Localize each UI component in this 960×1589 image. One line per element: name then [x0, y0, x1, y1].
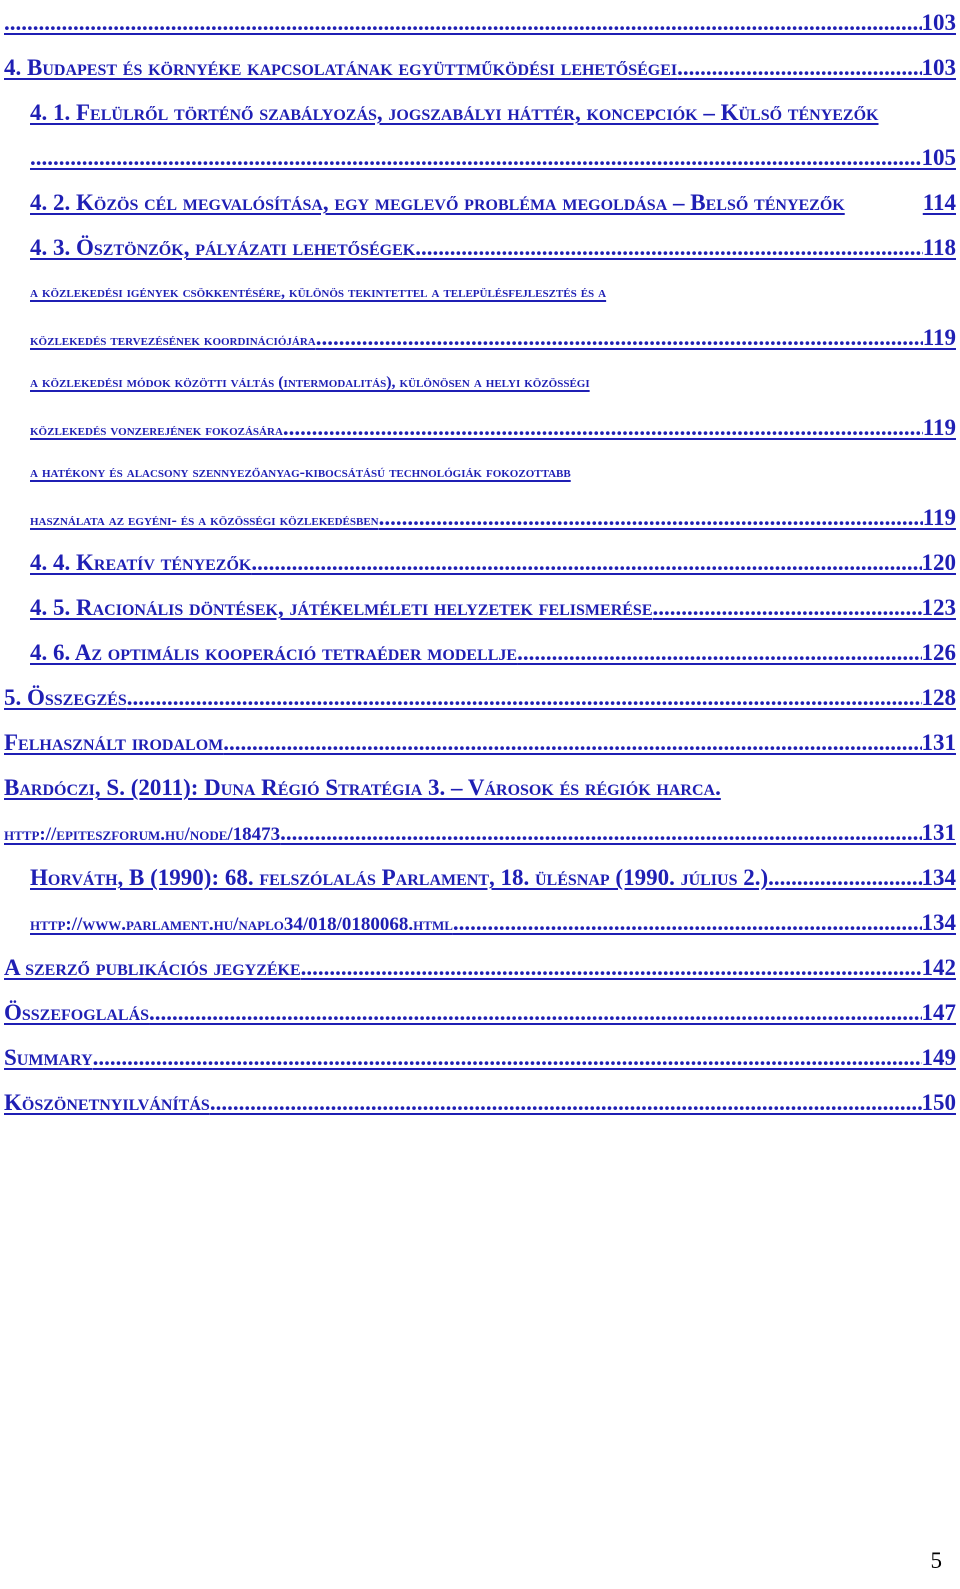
toc-entry[interactable] — [4, 180, 956, 225]
toc-entry-title: Bardóczi, S. (2011): Duna Régió Stratégia 3. – Városok és régiók harca. — [4, 775, 721, 800]
toc-dot-leader — [453, 900, 922, 945]
toc-entry-page: 134 — [921, 865, 956, 890]
toc-entry-page: 119 — [922, 505, 956, 530]
toc-entry[interactable] — [4, 675, 956, 720]
toc-entry[interactable] — [4, 360, 956, 405]
toc-entry[interactable] — [4, 990, 956, 1035]
toc-dot-leader — [127, 675, 922, 720]
toc-dot-leader — [149, 990, 921, 1035]
toc-entry[interactable] — [4, 1035, 956, 1080]
toc-entry-page: 114 — [922, 190, 956, 215]
toc-entry-title: a hatékony és alacsony szennyezőanyag-kibocsátású technológiák fokozottabb — [30, 464, 571, 481]
toc-entry-title: 4. 2. Közös cél megvalósítása, egy meglevő probléma megoldása – Belső tényezők — [30, 190, 845, 215]
toc-entry[interactable] — [4, 495, 956, 540]
toc-entry-title: http://epiteszforum.hu/node/18473 — [4, 824, 281, 845]
toc-dot-leader — [301, 945, 922, 990]
toc-dot-leader — [251, 540, 921, 585]
toc-entry[interactable] — [4, 90, 956, 135]
toc-entry[interactable] — [4, 540, 956, 585]
toc-dot-leader — [517, 630, 921, 675]
toc-entry-title: 5. Összegzés — [4, 685, 127, 710]
toc-entry-page: 103 — [921, 55, 956, 80]
toc-entry-title: használata az egyéni- és a közösségi közlekedésben — [30, 512, 379, 529]
toc-entry[interactable] — [4, 135, 956, 180]
toc-entry-page: 123 — [921, 595, 956, 620]
toc-entry[interactable] — [4, 945, 956, 990]
toc-dot-leader — [379, 495, 923, 540]
toc-entry-title: 4. 6. Az optimális kooperáció tetraéder modellje — [30, 640, 518, 665]
toc-entry-title: 4. Budapest és környéke kapcsolatának együttműködési lehetőségei — [4, 55, 678, 80]
toc-entry-page: 103 — [921, 10, 956, 35]
toc-entry-title: A szerző publikációs jegyzéke — [4, 955, 301, 980]
toc-dot-leader — [280, 810, 921, 855]
toc-entry-title: Felhasznált irodalom — [4, 730, 224, 755]
toc-entry[interactable] — [4, 585, 956, 630]
toc-entry-title: közlekedés tervezésének koordinációjára — [30, 332, 316, 349]
toc-entry-page: 126 — [921, 640, 956, 665]
toc-entry-title: 4. 1. Felülről történő szabályozás, jogszabályi háttér, koncepciók – Külső tényezők — [30, 100, 879, 125]
toc-entry[interactable] — [4, 1080, 956, 1125]
toc-entry-page: 120 — [921, 550, 956, 575]
toc-entry-page: 128 — [921, 685, 956, 710]
toc-dot-leader — [415, 225, 923, 270]
toc-entry-title: Summary — [4, 1045, 93, 1070]
toc-entry[interactable] — [4, 720, 956, 765]
toc-entry-page: 119 — [922, 415, 956, 440]
toc-entry-title: http://www.parlament.hu/naplo34/018/0180068.html — [30, 914, 453, 935]
toc-entry-page: 131 — [921, 820, 956, 845]
toc-entry[interactable] — [4, 450, 956, 495]
toc-entry-title: a közlekedési igények csökkentésére, különös tekintettel a településfejlesztés és a — [30, 284, 607, 301]
toc-dot-leader — [93, 1035, 922, 1080]
toc-dot-leader — [768, 855, 921, 900]
toc-dot-leader — [223, 720, 921, 765]
toc-entry-page: 147 — [921, 1000, 956, 1025]
toc-dot-leader — [30, 135, 922, 180]
page-number: 5 — [930, 1548, 942, 1573]
toc-entry-title: Horváth, B (1990): 68. felszólalás Parlament, 18. ülésnap (1990. július 2.) — [30, 865, 769, 890]
toc-dot-leader — [4, 0, 922, 45]
toc-entry[interactable] — [4, 855, 956, 900]
toc-entry-page: 134 — [921, 910, 956, 935]
toc-entry[interactable] — [4, 405, 956, 450]
toc-entry-title: Összefoglalás — [4, 1000, 150, 1025]
toc-entry[interactable] — [4, 225, 956, 270]
toc-entry-title: 4. 3. Ösztönzők, pályázati lehetőségek — [30, 235, 416, 260]
toc-dot-leader — [316, 315, 923, 360]
toc-dot-leader — [677, 45, 921, 90]
toc-entry-page: 119 — [922, 325, 956, 350]
toc-entry-title: Köszönetnyilvánítás — [4, 1090, 210, 1115]
toc-dot-leader — [210, 1080, 922, 1125]
toc-entry-title: 4. 4. Kreatív tényezők — [30, 550, 252, 575]
toc-dot-leader — [283, 405, 923, 450]
toc-entry-title: 4. 5. Racionális döntések, játékelméleti helyzetek felismerése — [30, 595, 653, 620]
toc-dot-leader — [653, 585, 922, 630]
toc-entry[interactable] — [4, 810, 956, 855]
toc-entry-page: 105 — [921, 145, 956, 170]
toc-entry-page: 142 — [921, 955, 956, 980]
toc-entry[interactable] — [4, 45, 956, 90]
toc-entry-page: 131 — [921, 730, 956, 755]
toc-entry[interactable] — [4, 900, 956, 945]
toc-entry[interactable] — [4, 0, 956, 45]
toc-entry-page: 118 — [922, 235, 956, 260]
toc-entry-page: 149 — [921, 1045, 956, 1070]
toc-entry-title: közlekedés vonzerejének fokozására — [30, 422, 283, 439]
toc-entry-page: 150 — [921, 1090, 956, 1115]
table-of-contents — [4, 0, 956, 1125]
toc-entry[interactable] — [4, 630, 956, 675]
toc-entry[interactable] — [4, 270, 956, 315]
toc-entry-title: a közlekedési módok közötti váltás (intermodalitás), különösen a helyi közösségi — [30, 374, 590, 391]
toc-entry[interactable] — [4, 315, 956, 360]
toc-entry[interactable] — [4, 765, 956, 810]
